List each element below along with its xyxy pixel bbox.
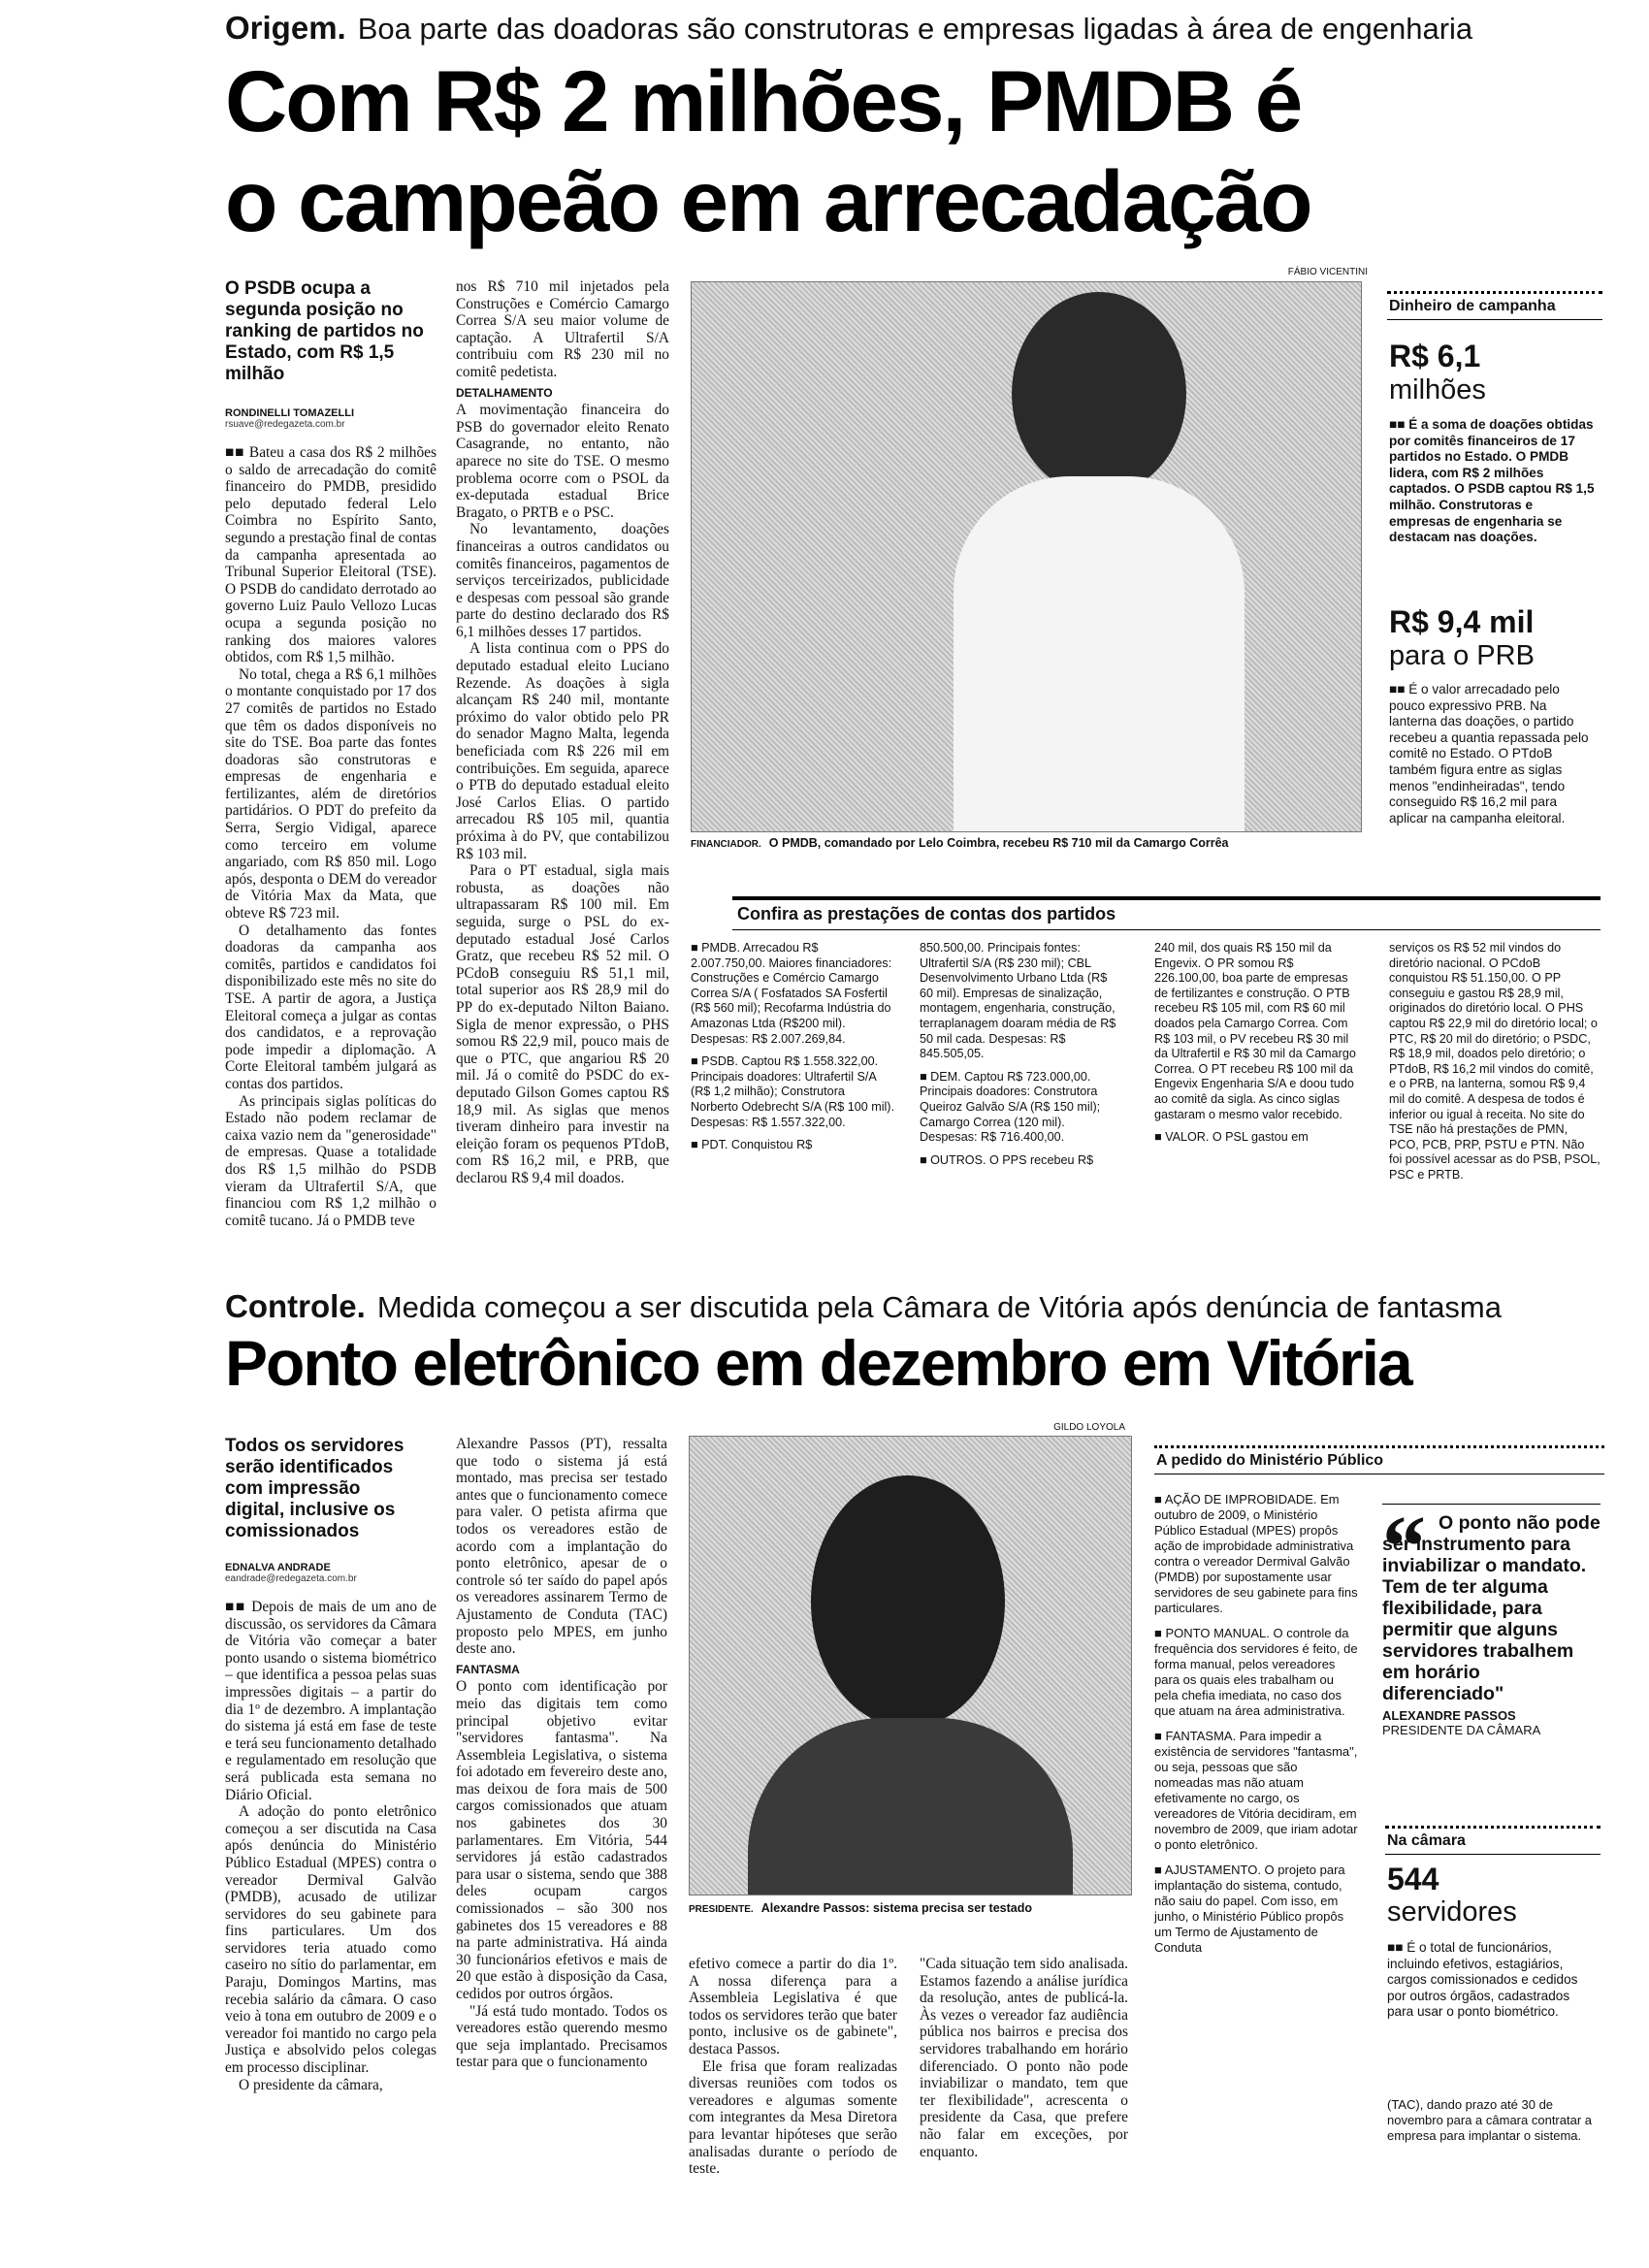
story2-byline-block	[225, 1562, 429, 1584]
stat-text: ■■ É a soma de doações obtidas por comitês financeiros de 17 partidos no Estado. O PMDB lidera, com R$ 2 milhões captados. O PSDB captou R$ 1,5 milhão. Construtoras e empresas de engenharia se destacam nas doações.	[1389, 417, 1595, 545]
story1-headline-line2: o campeão em arrecadação	[225, 152, 1311, 249]
story1-byline: RONDINELLI TOMAZELLI	[225, 407, 355, 419]
story1-col2-paragraph: A lista continua com o PPS do deputado estadual eleito Luciano Rezende. As doações à sigla alcançam R$ 240 mil, montante próximo do valor obtido pelo PR do senador Magno Malta, legenda beneficiada com R$ 226 mil em contribuições. Em seguida, aparece o PTB do deputado estadual eleito José Carlos Elias. O partido arrecadou R$ 105 mil, quantia próxima à do PV, que contabilizou R$ 103 mil.	[456, 640, 669, 862]
story1-col2-paragraph: nos R$ 710 mil injetados pela Construções e Comércio Camargo Correa S/A seu maior volume de captação. A Ultrafertil S/A contribuiu com R$ 230 mil no comitê pedetista.	[456, 278, 669, 380]
story2-col1-paragraph: ■■ Depois de mais de um ano de discussão, os servidores da Câmara de Vitória vão começar a bater ponto usando o sistema biométrico – que identifica a pessoa pelas suas impressões digitais – a partir do dia 1º de dezembro. A implantação do sistema já está em fase de teste e terá seu funcionamento detalhado e regulamentado em resolução que será publicada esta semana no Diário Oficial.	[225, 1599, 436, 1803]
story1-col1-paragraph: No total, chega a R$ 6,1 milhões o montante conquistado por 17 dos 27 comitês de partidos no Estado que têm os dados disponíveis no site do TSE. Boa parte das fontes doadoras são construtoras e empresas de engenharia e fertilizantes, além de diretórios partidários. O PDT do prefeito da Serra, Sergio Vidigal, aparece como terceiro em volume angariado, com R$ 850 mil. Logo após, desponta o DEM do vereador de Vitória Max da Mata, que obteve R$ 723 mil.	[225, 665, 436, 923]
story1-col2-paragraph: A movimentação financeira do PSB do governador eleito Renato Casagrande, no entanto, não aparece no site do TSE. O mesmo problema ocorre com o PSOL da ex-deputada estadual Brice Bragato, o PRTB e o PSC.	[456, 402, 669, 521]
stat-text: ■■ É o valor arrecadado pelo pouco expressivo PRB. Na lanterna das doações, o partido recebeu a quantia repassada pelo comitê no Estado. O PTdoB também figura entre as siglas menos "endinheiradas", tendo conseguido R$ 16,2 mil para aplicar na campanha eleitoral.	[1389, 682, 1589, 826]
story2-column-2	[456, 1436, 667, 2200]
accounts-entry: ■ PSDB. Captou R$ 1.558.322,00. Principais doadores: Ultrafertil S/A (R$ 1,2 milhão); Construtora Norberto Odebrecht S/A (R$ 100 mil). Despesas: R$ 1.557.322,00.	[691, 1054, 894, 1129]
story1-col2-paragraph: No levantamento, doações financeiras a outros candidatos ou comitês financeiros, pagamentos de serviços terceirizados, publicidade e despesas com pessoal são grande parte do destino declarado dos R$ 6,1 milhões desses 17 partidos.	[456, 521, 669, 640]
stat-value: 544	[1387, 1862, 1439, 1896]
story1-photo	[691, 281, 1362, 832]
box-title-rule	[732, 929, 1600, 930]
mp-sidebar-entry: (TAC), dando prazo até 30 de novembro para a câmara contratar a empresa para implantar o sistema.	[1387, 2097, 1592, 2143]
story2-kicker-text: Medida começou a ser discutida pela Câmara de Vitória após denúncia de fantasma	[376, 1290, 1502, 1324]
story2-col1-paragraph: A adoção do ponto eletrônico começou a ser discutida na Casa após denúncia do Ministério Público Estadual (MPES) contra o vereador Dermival Galvão (PMDB), acusado de utilizar servidores do seu gabinete para fins particulares. Um dos servidores teria atuado como caseiro no sítio do parlamentar, em Paraju, Domingos Martins, mas recebia salário da câmara. O caso veio à tona em outubro de 2009 e o vereador foi mantido no cargo pela Justiça e absolvido pelos colegas em processo disciplinar.	[225, 1803, 436, 2077]
accounts-entry: serviços os R$ 52 mil vindos do diretório nacional. O PCdoB conquistou R$ 51.150,00. O PP conseguiu e gastou R$ 28,9 mil, originados do diretório local. O PHS captou R$ 22,9 mil do diretório local; o PTC, R$ 20 mil do diretório; o PSDC, R$ 18,9 mil, doados pelo diretório; o PTdoB, R$ 16,2 mil vindos do comitê, e o PRB, na lanterna, somou R$ 9,4 mil do comitê. A despesa de todos é inferior ou igual à receita. No site do TSE não há prestações de PMN, PCO, PCB, PRP, PSTU e PTN. Não foi possível acessar as do PSB, PSOL, PSC e PRTB.	[1389, 941, 1600, 1182]
mp-sidebar-column	[1154, 1492, 1358, 1956]
person-shirt-shape	[954, 476, 1245, 831]
story2-column-4	[920, 1956, 1128, 2208]
story1-deck: O PSDB ocupa a segunda posição no ranking de partidos no Estado, com R$ 1,5 milhão	[225, 278, 424, 384]
story2-kicker	[225, 1288, 1502, 1325]
accounts-entry: ■ OUTROS. O PPS recebeu R$	[920, 1152, 1094, 1167]
mp-sidebar-entry: ■ PONTO MANUAL. O controle da frequência dos servidores é feito, de forma manual, pelos vereadores para os quais eles trabalham ou pela chefia imediata, no caso dos que atuam na área administrativa.	[1154, 1626, 1358, 1718]
story1-byline-block	[225, 407, 429, 430]
story2-photo	[689, 1436, 1132, 1895]
quote-attribution-name: ALEXANDRE PASSOS	[1382, 1708, 1516, 1723]
stat-unit: servidores	[1387, 1896, 1517, 1928]
mp-sidebar-entry: ■ AÇÃO DE IMPROBIDADE. Em outubro de 2009, o Ministério Público Estadual (MPES) propôs ação de improbidade administrativa contra o vereador Dermival Galvão (PMDB) por supostamente usar servidores de seu gabinete para fins particulares.	[1154, 1492, 1358, 1615]
story1-sidebar-title: Dinheiro de campanha	[1387, 291, 1602, 320]
mp-sidebar-entry: ■ AJUSTAMENTO. O projeto para implantação do sistema, contudo, não saiu do papel. Com isso, em junho, o Ministério Público propôs um Termo de Ajustamento de Conduta	[1154, 1863, 1345, 1955]
story2-byline: EDNALVA ANDRADE	[225, 1562, 331, 1573]
person-head-shape	[1012, 292, 1186, 496]
story1-kicker-text: Boa parte das doadoras são construtoras e empresas ligadas à área de engenharia	[357, 12, 1473, 46]
story1-subhead: DETALHAMENTO	[456, 385, 553, 400]
story2-caption	[689, 1901, 1135, 1915]
accounts-column-4	[1389, 941, 1600, 1183]
quote-mark-icon: “	[1382, 1499, 1426, 1595]
story2-deck: Todos os servidores serão identificados com impressão digital, inclusive os comissionados	[225, 1436, 404, 1541]
stat-unit: para o PRB	[1389, 640, 1535, 671]
story1-caption-label: FINANCIADOR.	[691, 839, 761, 850]
story1-column-1	[225, 444, 436, 1264]
accounts-entry: ■ DEM. Captou R$ 723.000,00. Principais doadores: Construtora Queiroz Galvão S/A (R$ 150 mil); Camargo Correa (120 mil). Despesas: R$ 716.400,00.	[920, 1069, 1101, 1145]
story2-photo-credit: GILDO LOYOLA	[1053, 1422, 1125, 1433]
story2-stat-title: Na câmara	[1385, 1826, 1600, 1855]
accounts-entry: 240 mil, dos quais R$ 150 mil da Engevix. O PR somou R$ 226.100,00, boa parte de empresas de fertilizantes e construção. O PTB recebeu R$ 105 mil, com R$ 60 mil doados pela Camargo Correa. Com R$ 103 mil, o PV recebeu R$ 30 mil da Ultrafertil e R$ 30 mil da Camargo Correa. O PT recebeu R$ 100 mil da Engevix Engenharia S/A e doou tudo ao comitê da sigla. As cinco siglas gastaram o mesmo valor recebido.	[1154, 941, 1356, 1121]
accounts-box-title: Confira as prestações de contas dos partidos	[737, 904, 1116, 923]
accounts-column-3	[1154, 941, 1358, 1146]
story2-column-1	[225, 1599, 436, 2200]
story2-col3-paragraph: efetivo comece a partir do dia 1º. A nossa diferença para a Assembleia Legislativa é que todos os servidores terão que bater ponto, inclusive os de gabinete", destaca Passos.	[689, 1956, 897, 2057]
quote-attribution-role: PRESIDENTE DA CÂMARA	[1382, 1723, 1541, 1737]
story2-caption-text: Alexandre Passos: sistema precisa ser testado	[760, 1901, 1032, 1915]
stat-value: R$ 9,4 mil	[1389, 604, 1535, 639]
stat-value: R$ 6,1	[1389, 339, 1481, 373]
accounts-column-1	[691, 941, 894, 1153]
stat-text: ■■ É o total de funcionários, incluindo efetivos, estagiários, cargos comissionados e cedidos por outros órgãos, cadastrados para usar o ponto biométrico.	[1387, 1940, 1578, 2020]
story1-col1-paragraph: O detalhamento das fontes doadoras da campanha aos comitês, partidos e candidatos foi disponibilizado este mês no site do TSE. A partir de agora, a Justiça Eleitoral começa a julgar as contas dos candidatos, e a reprovação pode impedir a diplomação. A Corte Eleitoral também julgará as contas dos partidos.	[225, 922, 436, 1092]
story1-email: rsuave@redegazeta.com.br	[225, 419, 345, 430]
story2-col3-paragraph: Ele frisa que foram realizadas diversas reuniões com todos os vereadores e algumas somente com integrantes da Mesa Diretora para levantar hipóteses que serão analisadas durante o período de teste.	[689, 2057, 897, 2178]
story2-col2-paragraph: O ponto com identificação por meio das digitais tem como principal objetivo evitar "servidores fantasma". Na Assembleia Legislativa, o sistema foi adotado em fevereiro deste ano, mas deixou de fora mais de 500 cargos comissionados que atuam nos gabinetes dos 30 parlamentares. Em Vitória, 544 servidores já estão cadastrados para usar o sistema, sendo que 388 deles ocupam cargos comissionados – são 300 nos gabinetes dos 15 vereadores e 88 na parte administrativa. Há ainda 30 funcionários efetivos e mais de 20 que estão à disposição da Casa, cedidos por outros órgãos.	[456, 1678, 667, 2002]
story2-col4-paragraph: "Cada situação tem sido analisada. Estamos fazendo a análise jurídica da resolução, antes de publicá-la. Às vezes o vereador faz audiência pública nos bairros e precisa dos servidores trabalhando em horário diferenciado. O ponto não pode inviabilizar o mandato, tem que ter flexibilidade", acrescenta o presidente da Casa, que prefere não falar em exceções, por enquanto.	[920, 1956, 1128, 2160]
story2-email: eandrade@redegazeta.com.br	[225, 1573, 357, 1584]
story2-col1-paragraph: O presidente da câmara,	[239, 2076, 383, 2093]
box-top-rule	[732, 896, 1600, 900]
story2-column-3	[689, 1956, 897, 2208]
story2-kicker-label: Controle.	[225, 1288, 366, 1324]
person-head-shape	[811, 1475, 1005, 1728]
story2-sidebar-title: A pedido do Ministério Público	[1154, 1445, 1604, 1474]
mp-sidebar-entry: ■ FANTASMA. Para impedir a existência de servidores "fantasma", ou seja, pessoas que são nomeadas mas não atuam efetivamente no cargo, os vereadores de Vitória decidiram, em novembro de 2009, que iriam adotar o ponto eletrônico.	[1154, 1729, 1358, 1852]
accounts-column-2	[920, 941, 1123, 1168]
story1-headline-line1: Com R$ 2 milhões, PMDB é	[225, 52, 1302, 149]
story1-column-2	[456, 278, 669, 1264]
accounts-entry: 850.500,00. Principais fontes: Ultrafertil S/A (R$ 230 mil); CBL Desenvolvimento Urbano Ltda (R$ 60 mil). Empresas de sinalização, montagem, engenharia, construção, terraplanagem doaram média de R$ 50 mil cada. Despesas: R$ 845.505,05.	[920, 941, 1116, 1061]
story1-col1-paragraph: As principais siglas políticas do Estado não podem reclamar de caixa vazio nem da "generosidade" de empresas. Quase a totalidade dos R$ 1,5 milhão do PSDB vieram da Ultrafertil S/A, que financiou com R$ 1,2 milhão o comitê tucano. Já o PMDB teve	[225, 1092, 436, 1229]
accounts-entry: ■ PDT. Conquistou R$	[691, 1138, 813, 1152]
story1-kicker	[225, 10, 1472, 47]
story1-kicker-label: Origem.	[225, 10, 346, 46]
story2-caption-label: PRESIDENTE.	[689, 1904, 754, 1915]
quote-text: O ponto não pode ser instrumento para inviabilizar o mandato. Tem de ter alguma flexibilidade, para permitir que alguns servidores trabalhem em horário diferenciado"	[1382, 1512, 1600, 1704]
story1-caption-text: O PMDB, comandado por Lelo Coimbra, recebeu R$ 710 mil da Camargo Corrêa	[768, 836, 1229, 850]
person-suit-shape	[748, 1718, 1073, 1895]
story2-headline: Ponto eletrônico em dezembro em Vitória	[225, 1327, 1411, 1399]
story2-col2-paragraph: "Já está tudo montado. Todos os vereadores estão querendo mesmo que seja implantado. Precisamos testar para que o funcionamento	[456, 2002, 667, 2071]
story1-col2-paragraph: Para o PT estadual, sigla mais robusta, as doações não ultrapassaram R$ 100 mil. Em seguida, surge o PSL do ex-deputado estadual José Carlos Gratz, que recebeu R$ 52 mil. O PCdoB conseguiu R$ 51,1 mil, total superior aos R$ 28,9 mil do PP do ex-deputado Nilton Baiano. Sigla de menor expressão, o PHS somou R$ 22,9 mil, pouco mais de que o PTC, que angariou R$ 20 mil. Já o comitê do PSDC do ex-deputado Gilson Gomes captou R$ 18,9 mil. As siglas que menos tiveram dinheiro para investir na eleição foram os pequenos PTdoB, com R$ 16,2 mil, e PRB, que declarou R$ 9,4 mil doados.	[456, 862, 669, 1186]
story1-caption	[691, 836, 1370, 850]
story1-photo-credit: FÁBIO VICENTINI	[1287, 267, 1368, 277]
story2-col2-paragraph: Alexandre Passos (PT), ressalta que todo o sistema já está montado, mas precisa ser testado antes que o funcionamento comece para valer. O petista afirma que todos os vereadores estão de acordo com a implantação do ponto eletrônico, apesar de o controle só ter saído do papel após os vereadores assinarem Termo de Ajustamento de Conduta (TAC) proposto pelo MPES, em junho deste ano.	[456, 1436, 667, 1658]
story1-col1-paragraph: ■■ Bateu a casa dos R$ 2 milhões o saldo de arrecadação do comitê financeiro do PMDB, presidido pelo deputado federal Lelo Coimbra no Espírito Santo, segundo a prestação final de contas da campanha apresentada ao Tribunal Superior Eleitoral (TSE). O PSDB do candidato derrotado ao governo Luiz Paulo Vellozo Lucas ocupa a segunda posição no ranking dos maiores valores obtidos, com R$ 1,5 milhão.	[225, 444, 436, 666]
pull-quote	[1382, 1499, 1600, 1737]
stat-unit: milhões	[1389, 374, 1486, 405]
accounts-entry: ■ VALOR. O PSL gastou em	[1154, 1130, 1309, 1145]
story2-subhead: FANTASMA	[456, 1662, 520, 1676]
accounts-entry: ■ PMDB. Arrecadou R$ 2.007.750,00. Maiores financiadores: Construções e Comércio Camargo Correa S/A ( Fosfatados SA Fosfertil (R$ 560 mil); Recofarma Indústria do Amazonas Ltda (R$200 mil). Despesas: R$ 2.007.269,84.	[691, 941, 892, 1046]
